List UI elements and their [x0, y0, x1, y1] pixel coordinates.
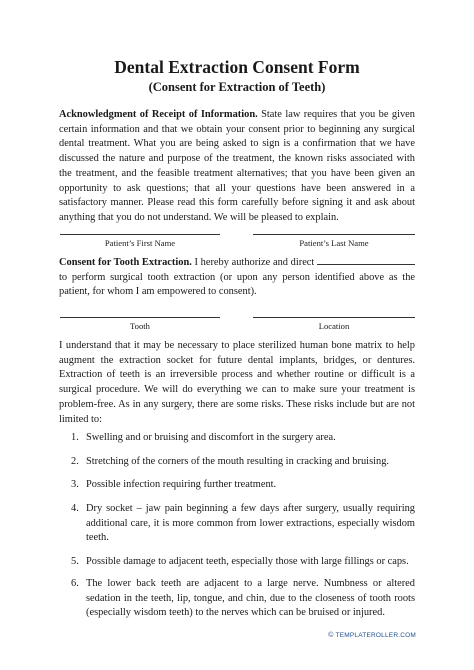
tooth-caption: Tooth: [130, 321, 150, 331]
list-item: 4. Dry socket – jaw pain beginning a few days after surgery, usually requiring additional care, it is more common from lower extractions, especially wisdom teeth.: [71, 503, 415, 544]
first-name-line: [60, 234, 220, 235]
consent-text-after: to perform surgical tooth extraction (or upon any person identified above as the patient, for whom I am empowered to consent).: [59, 271, 415, 298]
list-item: 2. Stretching of the corners of the mouth resulting in cracking and bruising.: [71, 456, 389, 467]
acknowledgment-heading: Acknowledgment of Receipt of Information.: [59, 109, 258, 120]
location-caption: Location: [318, 321, 350, 331]
location-line: [253, 317, 415, 318]
understanding-paragraph: I understand that it may be necessary to place sterilized human bone matrix to help augment the extraction socket for future dental implants, bridges, or dentures. Extraction of teeth is an irreversible process and whether routine or difficult is a surgical procedure. We will do everything we can to make sure your treatment is problem-free. As in any surgery, there are some risks. These risks include but are not limited to:: [59, 340, 415, 425]
consent-text-before: I hereby authorize and direct: [191, 257, 317, 268]
location-field[interactable]: [253, 317, 415, 332]
tooth-field[interactable]: [60, 317, 220, 332]
footer-brand-text: TEMPLATEROLLER.COM: [335, 632, 416, 639]
patient-first-name-field[interactable]: [60, 234, 220, 249]
list-item: 6. The lower back teeth are adjacent to a large nerve. Numbness or altered sedation in the teeth, lip, tongue, and chin, due to the closeness of tooth roots (especially wisdom teeth) to the nerves which can be bruised or injured.: [71, 578, 415, 619]
acknowledgment-text: State law requires that you be given certain information and that we obtain your consent prior to beginning any surgical dental treatment. What you are being asked to sign is a confirmation that we have discussed the nature and purpose of the treatment, the known risks associated with the treatment, and the feasible treatment alternatives; that you have been given an opportunity to ask questions; that all your questions have been answered in a satisfactory manner. Please read this form carefully before signing it and ask about anything that you do not understand. We will be pleased to explain.: [59, 109, 415, 223]
first-name-caption: Patient’s First Name: [104, 238, 176, 248]
tooth-line: [60, 317, 220, 318]
copyright-icon: ©: [328, 632, 334, 639]
document-title: Dental Extraction Consent Form: [114, 57, 360, 77]
footer-brand[interactable]: [328, 632, 416, 639]
consent-heading: Consent for Tooth Extraction.: [59, 257, 192, 268]
consent-paragraph: [59, 255, 415, 300]
dentist-name-blank[interactable]: [317, 255, 415, 265]
last-name-caption: Patient’s Last Name: [299, 238, 369, 248]
list-item: 5. Possible damage to adjacent teeth, especially those with large fillings or caps.: [71, 556, 409, 567]
last-name-line: [253, 234, 415, 235]
document-subtitle: (Consent for Extraction of Teeth): [148, 80, 326, 94]
patient-last-name-field[interactable]: [253, 234, 415, 249]
acknowledgment-paragraph: [59, 108, 415, 226]
list-item: 1. Swelling and or bruising and discomfort in the surgery area.: [71, 432, 336, 443]
list-item: 3. Possible infection requiring further treatment.: [71, 479, 277, 490]
